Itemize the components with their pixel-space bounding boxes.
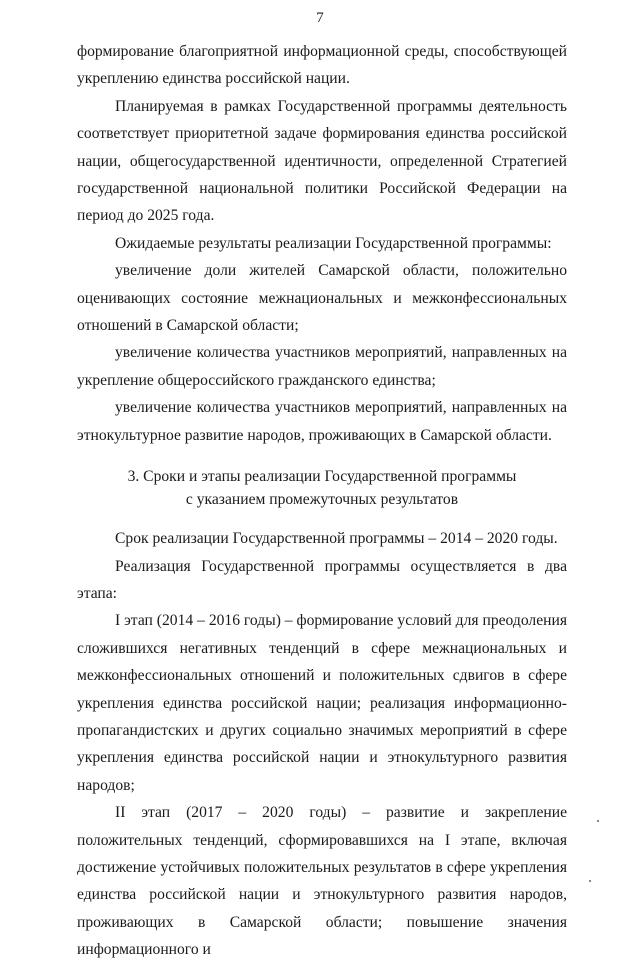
- section-heading-line-1: 3. Сроки и этапы реализации Государственной программы: [127, 468, 517, 486]
- paragraph-2: Планируемая в рамках Государственной программы деятельность соответствует приоритетной задаче формирования единства российской нации, общегосударственной идентичности, определенной Стратегией государственной национальной политики Российской Федерации на период до 2025 года.: [77, 97, 567, 225]
- list-item-2: увеличение количества участников мероприятий, направленных на укрепление общероссийского гражданского единства;: [77, 344, 567, 389]
- section-heading: [77, 465, 567, 511]
- paragraph-stage-2: II этап (2017 – 2020 годы) – развитие и закрепление положительных тенденций, сформировавшихся на I этапе, включая достижение устойчивых положительных результатов в сфере укрепления единства российской нации и этнокультурного развития народов, проживающих в Самарской области; повышение значения информационного и: [77, 804, 567, 959]
- document-body: [77, 38, 567, 964]
- page-number: 7: [316, 10, 324, 26]
- scan-dot: [589, 880, 591, 882]
- paragraph-stages-intro: Реализация Государственной программы осуществляется в два этапа:: [77, 557, 567, 602]
- paragraph-3: Ожидаемые результаты реализации Государственной программы:: [115, 234, 552, 252]
- list-item-1: увеличение доли жителей Самарской области, положительно оценивающих состояние межнациональных и межконфессиональных отношений в Самарской области;: [77, 262, 567, 335]
- paragraph-1: формирование благоприятной информационной среды, способствующей укреплению единства российской нации.: [77, 43, 567, 88]
- list-item-3: увеличение количества участников мероприятий, направленных на этнокультурное развитие народов, проживающих в Самарской области.: [77, 399, 567, 444]
- paragraph-term: Срок реализации Государственной программы – 2014 – 2020 годы.: [115, 530, 558, 548]
- scan-dot: [597, 820, 599, 822]
- section-heading-line-2: с указанием промежуточных результатов: [185, 491, 459, 509]
- paragraph-stage-1: I этап (2014 – 2016 годы) – формирование условий для преодоления сложившихся негативных тенденций в сфере межнациональных и межконфессиональных отношений и положительных сдвигов в сфере укрепления единства российской нации; реализация информационно-пропагандистских и других социально значимых мероприятий в сфере укрепления единства российской нации и этнокультурного развития народов;: [77, 612, 567, 794]
